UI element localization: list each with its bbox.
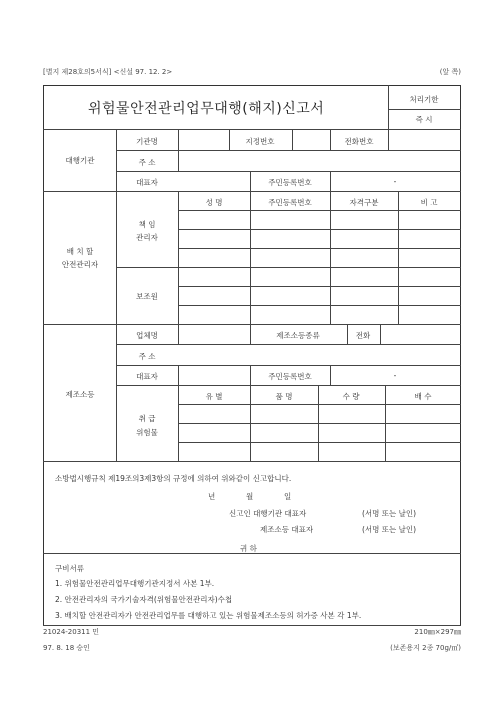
page-side: (앞 쪽): [439, 68, 461, 76]
rule-title-bottom: [43, 129, 461, 130]
facility-rep-label: 대표자: [136, 372, 158, 381]
rule: [388, 129, 389, 150]
facility-col-class: 유 별: [205, 392, 223, 401]
assistant-label: 보조원: [136, 292, 158, 301]
rule-processing-split: [388, 109, 461, 110]
agency-designation-label: 지정번호: [245, 137, 275, 146]
reporter-agency: 신고인 대행기관 대표자: [229, 509, 307, 518]
agency-name-label: 기관명: [136, 137, 158, 146]
rule: [330, 129, 331, 150]
agency-phone-label: 전화번호: [344, 137, 374, 146]
rule: [116, 150, 461, 151]
rule: [347, 324, 348, 344]
rule: [116, 171, 461, 172]
rule: [330, 365, 331, 385]
rule: [318, 385, 319, 461]
manager-col-resident: 주민등록번호: [268, 198, 312, 207]
rule: [116, 385, 461, 386]
agency-resident-dash: -: [393, 177, 397, 186]
rule: [250, 385, 251, 461]
rule: [116, 344, 461, 345]
facility-section-label: 제조소등: [65, 390, 95, 399]
facility-address-label: 주 소: [138, 352, 156, 361]
rule: [116, 267, 461, 268]
recipient: 귀 하: [240, 544, 257, 553]
facility-company-label: 업체명: [136, 331, 158, 340]
facility-col-multiple: 배 수: [414, 392, 432, 401]
hazard-label-line2: 위험물: [136, 428, 158, 437]
manager-col-qualification: 자격구분: [349, 198, 379, 207]
date-month: 월: [246, 492, 254, 501]
form-number: [별지 제28호의5서식] <신설 97. 12. 2>: [43, 68, 173, 76]
rule: [178, 404, 461, 405]
rule: [116, 365, 461, 366]
facility-resident-dash: -: [393, 371, 397, 380]
footer-approval: 97. 8. 18 승인: [43, 644, 90, 652]
manager-col-name: 성 명: [205, 198, 223, 207]
rule: [178, 248, 461, 249]
rule: [380, 324, 381, 344]
facility-type-label: 제조소등종류: [276, 331, 320, 340]
responsible-label-line2: 관리자: [136, 233, 158, 242]
rule: [178, 286, 461, 287]
rule: [178, 305, 461, 306]
reporter-facility: 제조소등 대표자: [260, 525, 314, 534]
facility-phone-label: 전화: [355, 331, 371, 340]
agency-address-label: 주 소: [138, 158, 156, 167]
rule: [330, 171, 331, 191]
manager-section-line1: 배 치 할: [66, 247, 94, 256]
form-title: 위험물안전관리업무대행(해지)신고서: [88, 101, 325, 117]
rule: [398, 191, 399, 324]
reporter-agency-sign: (서명 또는 날인): [362, 509, 417, 518]
document-item: 2. 안전관리자의 국가기술자격(위험물안전관리자)수첩: [55, 595, 233, 604]
rule: [178, 442, 461, 443]
document-item: 1. 위험물안전관리업무대행기관지정서 사본 1부.: [55, 579, 215, 588]
rule: [178, 229, 461, 230]
manager-section-line2: 안전관리자: [61, 260, 99, 269]
rule-section: [43, 461, 461, 462]
declaration-text: 소방법시행규칙 제19조의3제3항의 규정에 의하여 위와같이 신고합니다.: [55, 474, 292, 483]
rule: [178, 210, 461, 211]
document-item: 3. 배치할 안전관리자가 안전관리업무를 대행하고 있는 위험물제조소등의 허가증 사본 각 1부.: [55, 611, 362, 620]
date-year: 년: [208, 492, 216, 501]
footer-code: 21024-20311 민: [43, 628, 100, 636]
rule: [330, 191, 331, 324]
rule: [250, 365, 251, 385]
manager-col-note: 비 고: [420, 198, 438, 207]
rule-processing-left: [388, 85, 389, 129]
facility-resident-label: 주민등록번호: [268, 372, 312, 381]
footer-paper: (보존용지 2종 70g/㎡): [390, 644, 461, 652]
agency-resident-label: 주민등록번호: [268, 178, 312, 187]
rule: [178, 324, 179, 344]
rule: [178, 365, 179, 461]
processing-value: 즉 시: [415, 115, 433, 124]
rule-bottom: [43, 625, 461, 626]
reporter-facility-sign: (서명 또는 날인): [362, 525, 417, 534]
rule: [385, 385, 386, 461]
date-day: 일: [284, 492, 292, 501]
rule: [178, 129, 179, 171]
documents-heading: 구비서류: [55, 564, 84, 573]
rule: [292, 129, 293, 150]
agency-section-label: 대행기관: [65, 156, 95, 165]
agency-rep-label: 대표자: [136, 178, 158, 187]
rule-section: [43, 324, 461, 325]
rule: [229, 129, 230, 150]
rule: [178, 191, 179, 324]
rule-col-section: [116, 129, 117, 461]
processing-label: 처리기한: [409, 95, 439, 104]
facility-col-item: 품 명: [275, 392, 293, 401]
rule: [250, 191, 251, 324]
rule: [250, 171, 251, 191]
responsible-label-line1: 책 임: [138, 220, 156, 229]
facility-col-quantity: 수 량: [342, 392, 360, 401]
rule: [250, 324, 251, 344]
rule: [178, 423, 461, 424]
hazard-label-line1: 취 급: [138, 414, 156, 423]
footer-size: 210㎜×297㎜: [414, 628, 461, 636]
